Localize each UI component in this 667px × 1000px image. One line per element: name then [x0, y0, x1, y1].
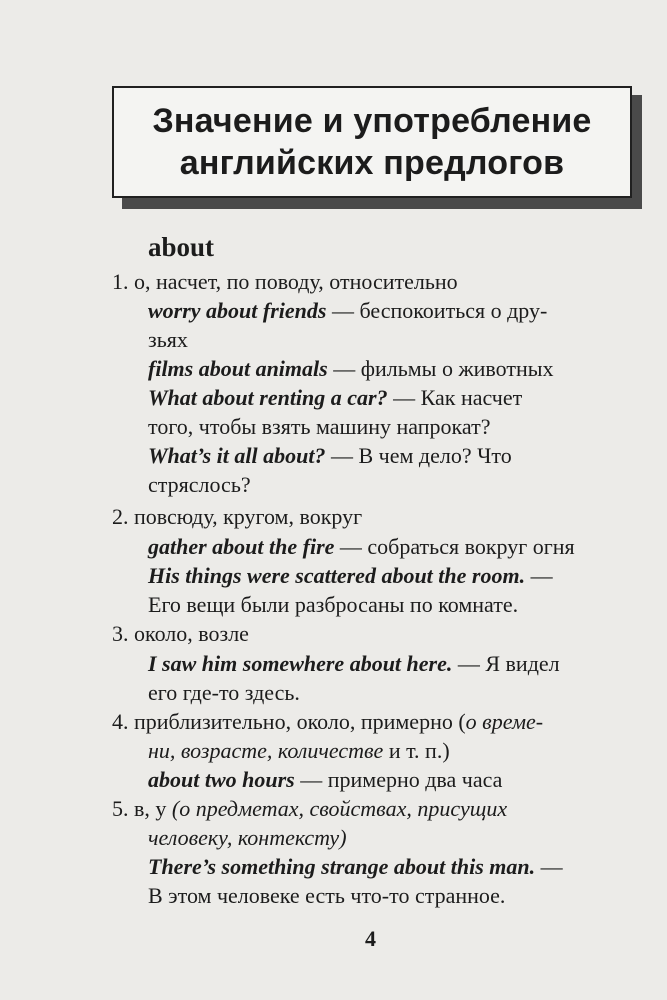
- sense-definition: повсюду, кругом, вокруг: [134, 504, 363, 529]
- example-translation: — Я видел: [452, 651, 560, 676]
- sense-number: 1.: [112, 269, 129, 294]
- example-english: His things were scattered about the room.: [148, 563, 526, 588]
- sense-definition: в, у: [134, 796, 172, 821]
- example-line-continuation: [148, 591, 518, 619]
- example-translation: — примерно два часа: [294, 767, 503, 792]
- example-line-continuation: [148, 471, 251, 499]
- example-line: [148, 853, 563, 881]
- example-translation: его где-то здесь.: [148, 680, 300, 705]
- sense-definition: приблизительно, около, примерно (: [134, 709, 466, 734]
- sense-2-definition-line: [112, 503, 362, 531]
- example-english: films about animals: [148, 356, 328, 381]
- example-line: [148, 766, 502, 794]
- example-english: What about renting a car?: [148, 385, 388, 410]
- sense-1-definition-line: [112, 268, 458, 296]
- example-translation: — собраться вокруг огня: [334, 534, 575, 559]
- example-translation: — Как насчет: [387, 385, 523, 410]
- section-title-line-2: английских предлогов: [179, 144, 565, 182]
- example-line: [148, 384, 522, 412]
- example-english: What’s it all about?: [148, 443, 326, 468]
- sense-definition-continuation: [148, 824, 347, 852]
- sense-4-definition-line: [112, 708, 543, 736]
- sense-number: 4.: [112, 709, 129, 734]
- example-english: I saw him somewhere about here.: [148, 651, 453, 676]
- sense-definition-continuation: [148, 737, 450, 765]
- sense-usage-note: ни, возрасте, количестве: [148, 738, 384, 763]
- sense-usage-note: (о предметах, свойствах, присущих: [171, 796, 508, 821]
- example-translation: Его вещи были разбросаны по комнате.: [148, 592, 519, 617]
- example-english: worry about friends: [148, 298, 327, 323]
- sense-definition: около, возле: [134, 621, 249, 646]
- example-english: There’s something strange about this man.: [148, 854, 536, 879]
- example-line: [148, 355, 554, 383]
- example-translation: —: [535, 854, 563, 879]
- example-line: [148, 533, 575, 561]
- example-line-continuation: [148, 326, 188, 354]
- example-line: [148, 650, 560, 678]
- example-line-continuation: [148, 882, 505, 910]
- example-translation: того, чтобы взять машину напрокат?: [148, 414, 491, 439]
- example-translation: зьях: [148, 327, 188, 352]
- sense-number: 2.: [112, 504, 129, 529]
- sense-5-definition-line: [112, 795, 507, 823]
- section-title-line-1: Значение и употребление: [152, 102, 592, 140]
- example-translation: — В чем дело? Что: [325, 443, 512, 468]
- headword: about: [148, 232, 215, 262]
- sense-usage-note: человеку, контексту): [148, 825, 347, 850]
- example-line-continuation: [148, 679, 300, 707]
- sense-definition: о, насчет, по поводу, относительно: [134, 269, 458, 294]
- sense-usage-note: о време-: [465, 709, 544, 734]
- example-line: [148, 562, 553, 590]
- example-translation: стряслось?: [148, 472, 251, 497]
- example-english: about two hours: [148, 767, 295, 792]
- sense-definition-tail: и т. п.): [383, 738, 450, 763]
- example-translation: В этом человеке есть что-то странное.: [148, 883, 506, 908]
- page-number: 4: [365, 926, 376, 951]
- sense-3-definition-line: [112, 620, 249, 648]
- example-line-continuation: [148, 413, 490, 441]
- example-translation: — фильмы о животных: [327, 356, 554, 381]
- example-translation: — беспокоиться о дру-: [326, 298, 548, 323]
- sense-number: 5.: [112, 796, 129, 821]
- example-translation: —: [525, 563, 553, 588]
- example-line: [148, 297, 547, 325]
- section-title-box: [112, 86, 632, 198]
- example-english: gather about the fire: [148, 534, 335, 559]
- example-line: [148, 442, 512, 470]
- sense-number: 3.: [112, 621, 129, 646]
